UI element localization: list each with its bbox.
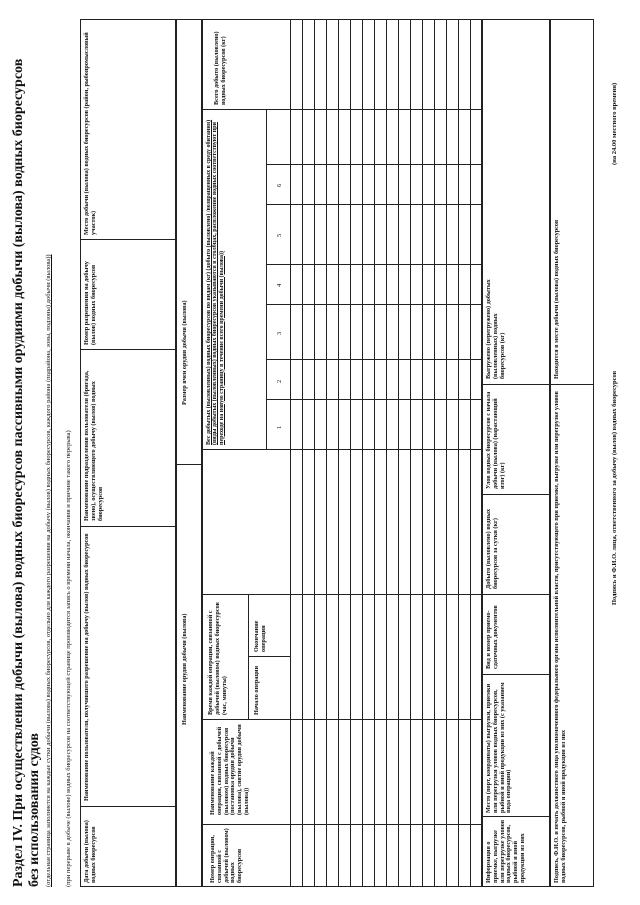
unloading-header: Информация о приемке, выгрузке или перегрузке уловов водных биоресурсов, рыбной и иной продукции из них xyxy=(485,819,527,883)
col-op-no: Номер операции, связанной с добычей (выловом) водных биоресурсов xyxy=(209,828,244,883)
col-from-start: Улов водных биоресурсов с начала добычи (вылова) (нарастающий итог) (кг) xyxy=(485,391,506,489)
col-date: Дата добычи (вылова) водных биоресурсов xyxy=(83,820,97,883)
col-gear-name: Наименование орудия добычи (вылова) xyxy=(181,613,188,725)
col-total: Всего добыто (выловлено) водных биоресурсов (кг) xyxy=(213,31,227,105)
col-daily: Добыто (выловлено) водных биоресурсов за сутки (кг) xyxy=(485,508,499,589)
col-permit: Номер разрешения на добычу (вылов) водных биоресурсов xyxy=(83,261,97,345)
col-subdivision: Наименование подразделения пользователя (бригада, звено), осуществляющего добычу (вылов) водных биоресурсов xyxy=(83,370,104,521)
species-num-3: 3 xyxy=(276,331,283,335)
table-gear xyxy=(176,19,202,887)
bottom-time: (на 24.00 местного времени) xyxy=(611,82,618,165)
species-num-4: 4 xyxy=(276,283,283,287)
col-mesh: Размер ячеи орудия добычи (вылова) xyxy=(181,300,188,405)
col-op-name: Наименование каждой операции, связанной с добычей (выловом) водных биоресурсов (постановка орудия добычи (вылова), снятие орудия добычи (вылова)) xyxy=(209,724,251,815)
species-num-1: 1 xyxy=(276,425,283,429)
col-time-end: Окончание операции xyxy=(253,620,267,652)
note-break: (при перерыве в добыче (вылове) водных биоресурсов на соответствующей странице производится запись о времени начала, окончания и причине такого перерыва) xyxy=(65,430,72,887)
col-time: Время каждой операции, связанной с добычей (выловом) водных биоресурсов (час, минуты) xyxy=(207,602,228,715)
species-num-2: 2 xyxy=(276,379,283,383)
section-subtitle: без использования судов xyxy=(27,733,42,887)
col-unloaded: Выгружено (перегружено) добытых (выловленных) водных биоресурсов (кг) xyxy=(485,279,506,379)
col-unload-docs: Вид и номер приемо-сдаточных документов xyxy=(485,605,499,669)
species-num-5: 5 xyxy=(276,233,283,237)
left-signature: Подпись, Ф.И.О. и печать должностного лица уполномоченного федерального органа исполнительной власти, присутствующего при приемке, выгрузке или перегрузке уловов водных биоресурсов, рыбной и иной продукции из них xyxy=(553,391,567,883)
bottom-signature: Подпись и Ф.И.О. лица, ответственного за добычу (вылов) водных биоресурсов xyxy=(611,370,618,605)
col-catch: Вес добытых (выловленных) водных биоресурсов по видам (кг) (добыто (выловлено) /возвращенных в среду обитания) (виды добытых (выловленных) водных биоресурсов указываются в столбцах, распложение водных соответствуют при переходе на новую страницу в течение всего времени добычи (вылова)) xyxy=(206,119,225,445)
col-time-start: Начало операции xyxy=(253,665,260,715)
col-remaining: Находится в месте добычи (вылова) водных биоресурсов xyxy=(553,219,560,379)
col-unload-place: Место (порт, координаты) выгрузки, приемки или перегрузки уловов водных биоресурсов, рыбной и иной продукции из них (с указанием вида операции) xyxy=(485,682,513,813)
species-num-6: 6 xyxy=(276,183,283,187)
section-title: Раздел IV. При осуществлении добычи (вылова) водных биоресурсов пассивными орудиями добычи (вылова) водных биоресурсов xyxy=(11,58,26,887)
col-user: Наименование пользователя, получившего разрешение на добычу (вылов) водных биоресурсов xyxy=(83,533,90,801)
note-pages: (отдельная страница заполняется на каждые сутки добычи (вылова) водных биоресурсов, отдельно для каждого разрешения на добычу (вылов) водных биоресурсов, каждого района (подрайона, зоны, подзоны) добычи (вылова)) xyxy=(45,254,52,887)
col-place: Место добычи (вылова) водных биоресурсов (район, рыбопромысловый участок) xyxy=(83,32,97,235)
